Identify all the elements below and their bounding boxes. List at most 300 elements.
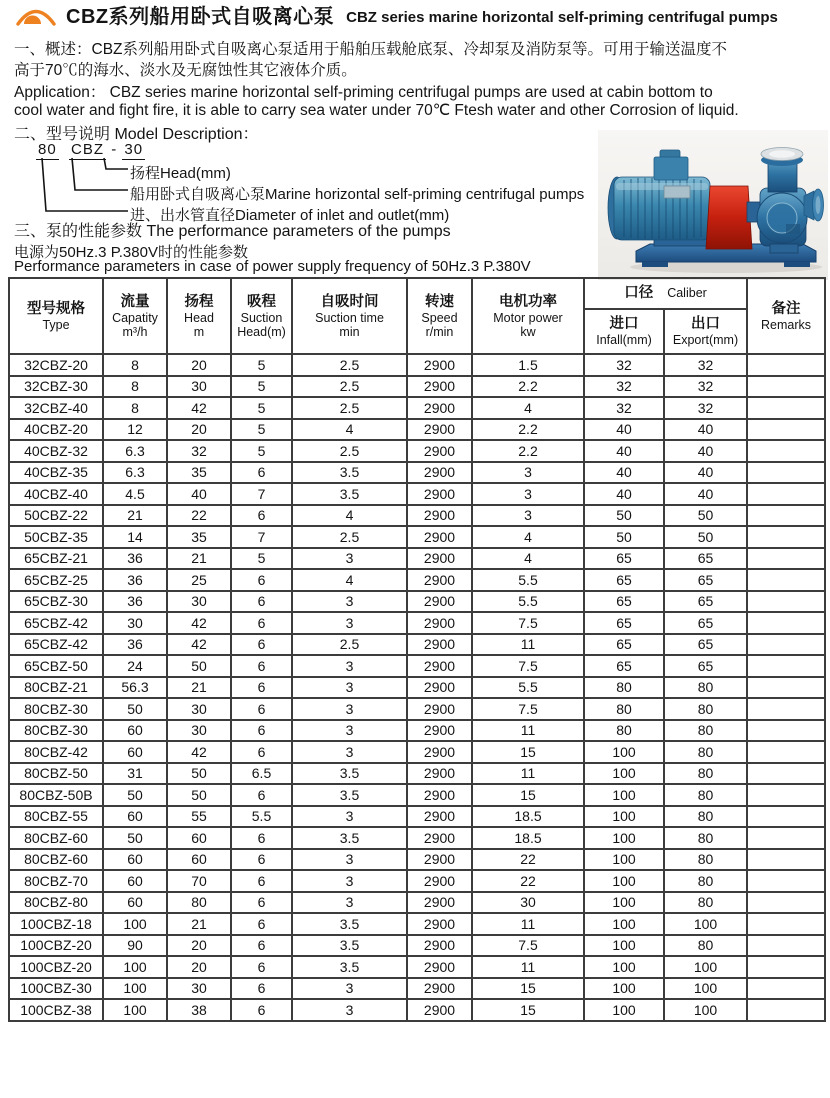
- col-header-capacity-unit: m³/h: [122, 324, 148, 339]
- col-header-type: [9, 278, 103, 354]
- cell-capacity: 50: [103, 698, 167, 720]
- cell-suction_head: 6: [231, 720, 292, 742]
- cell-infall: 50: [584, 526, 664, 548]
- cell-infall: 65: [584, 634, 664, 656]
- cell-remarks: [747, 483, 825, 505]
- table-row: [9, 784, 825, 806]
- cell-suction_head: 5: [231, 376, 292, 398]
- cell-head: 55: [167, 806, 231, 828]
- cell-suction_head: 5.5: [231, 806, 292, 828]
- cell-infall: 100: [584, 913, 664, 935]
- cell-export: 80: [664, 677, 747, 699]
- cell-model: 40CBZ-20: [9, 419, 103, 441]
- table-row: [9, 763, 825, 785]
- cell-suction_time: 2.5: [292, 440, 407, 462]
- col-header-head-en: Head: [184, 310, 214, 325]
- cell-suction_time: 4: [292, 505, 407, 527]
- cell-export: 80: [664, 763, 747, 785]
- cell-model: 40CBZ-35: [9, 462, 103, 484]
- table-row: [9, 935, 825, 957]
- cell-remarks: [747, 677, 825, 699]
- col-header-infall-en: Infall(mm): [596, 332, 652, 347]
- cell-remarks: [747, 462, 825, 484]
- table-row: [9, 548, 825, 570]
- cell-head: 42: [167, 397, 231, 419]
- cell-head: 30: [167, 591, 231, 613]
- cell-model: 100CBZ-38: [9, 999, 103, 1021]
- cell-speed: 2900: [407, 526, 472, 548]
- cell-capacity: 6.3: [103, 440, 167, 462]
- cell-capacity: 24: [103, 655, 167, 677]
- col-header-speed-zh: 转速: [425, 293, 454, 310]
- cell-speed: 2900: [407, 806, 472, 828]
- cell-motor_power: 3: [472, 462, 584, 484]
- model-head-code: 30: [124, 141, 144, 158]
- cell-suction_head: 6: [231, 784, 292, 806]
- col-header-suction-time-unit: min: [339, 324, 360, 339]
- cell-infall: 100: [584, 827, 664, 849]
- cell-remarks: [747, 419, 825, 441]
- cell-export: 100: [664, 978, 747, 1000]
- cell-speed: 2900: [407, 698, 472, 720]
- overview-en-line2: cool water and fight fire, it is able to carry sea water under 70℃ Ftesh water and other Corrosion of liquid.: [14, 102, 739, 119]
- cell-head: 20: [167, 935, 231, 957]
- cell-head: 21: [167, 913, 231, 935]
- cell-speed: 2900: [407, 548, 472, 570]
- col-header-type-zh: 型号规格: [27, 300, 85, 317]
- brand-arc-logo-icon: [14, 4, 58, 30]
- cell-suction_head: 6: [231, 827, 292, 849]
- cell-suction_head: 6: [231, 634, 292, 656]
- cell-suction_time: 3: [292, 870, 407, 892]
- cell-remarks: [747, 698, 825, 720]
- model-dash: -: [111, 141, 118, 158]
- cell-motor_power: 15: [472, 999, 584, 1021]
- col-header-motor-power: [472, 278, 584, 354]
- cell-head: 38: [167, 999, 231, 1021]
- cell-suction_head: 5: [231, 440, 292, 462]
- cell-export: 80: [664, 698, 747, 720]
- cell-motor_power: 22: [472, 849, 584, 871]
- cell-export: 80: [664, 892, 747, 914]
- cell-infall: 100: [584, 784, 664, 806]
- cell-motor_power: 15: [472, 784, 584, 806]
- cell-motor_power: 2.2: [472, 419, 584, 441]
- model-section-heading: 二、型号说明 Model Description：: [14, 126, 259, 143]
- cell-speed: 2900: [407, 462, 472, 484]
- cell-remarks: [747, 870, 825, 892]
- cell-export: 65: [664, 655, 747, 677]
- table-row: [9, 505, 825, 527]
- cell-export: 100: [664, 999, 747, 1021]
- col-header-export-en: Export(mm): [672, 332, 739, 347]
- cell-speed: 2900: [407, 956, 472, 978]
- performance-section-heading: 三、泵的性能参数 The performance parameters of the pumps: [14, 223, 451, 240]
- col-header-suction-head-en: Suction: [240, 310, 283, 325]
- cell-motor_power: 15: [472, 978, 584, 1000]
- cell-capacity: 8: [103, 354, 167, 376]
- cell-capacity: 36: [103, 569, 167, 591]
- cell-suction_time: 2.5: [292, 526, 407, 548]
- cell-infall: 32: [584, 354, 664, 376]
- cell-remarks: [747, 612, 825, 634]
- cell-infall: 100: [584, 741, 664, 763]
- cell-export: 40: [664, 483, 747, 505]
- cell-remarks: [747, 849, 825, 871]
- table-row: [9, 827, 825, 849]
- cell-suction_head: 6: [231, 698, 292, 720]
- col-header-speed: [407, 278, 472, 354]
- cell-head: 60: [167, 827, 231, 849]
- table-row: [9, 892, 825, 914]
- cell-export: 80: [664, 741, 747, 763]
- cell-infall: 80: [584, 720, 664, 742]
- cell-head: 22: [167, 505, 231, 527]
- cell-infall: 100: [584, 870, 664, 892]
- cell-suction_head: 6: [231, 892, 292, 914]
- cell-head: 70: [167, 870, 231, 892]
- cell-model: 32CBZ-20: [9, 354, 103, 376]
- cell-capacity: 50: [103, 784, 167, 806]
- cell-capacity: 60: [103, 806, 167, 828]
- col-header-head-unit: m: [193, 324, 205, 339]
- table-row: [9, 591, 825, 613]
- cell-head: 25: [167, 569, 231, 591]
- col-header-suction-head-zh: 吸程: [247, 293, 276, 310]
- cell-capacity: 4.5: [103, 483, 167, 505]
- col-header-motor-power-en: Motor power: [493, 310, 563, 325]
- cell-infall: 40: [584, 483, 664, 505]
- col-header-suction-head: [231, 278, 292, 354]
- cell-head: 30: [167, 376, 231, 398]
- cell-head: 20: [167, 419, 231, 441]
- cell-capacity: 36: [103, 634, 167, 656]
- cell-motor_power: 7.5: [472, 698, 584, 720]
- cell-model: 80CBZ-70: [9, 870, 103, 892]
- overview-zh-line1: 一、概述：CBZ系列船用卧式自吸离心泵适用于船舶压载舱底泵、冷却泵及消防泵等。可用于输送温度不: [14, 41, 728, 58]
- cell-remarks: [747, 440, 825, 462]
- cell-motor_power: 2.2: [472, 376, 584, 398]
- cell-model: 32CBZ-30: [9, 376, 103, 398]
- cell-suction_head: 6: [231, 505, 292, 527]
- cell-remarks: [747, 892, 825, 914]
- cell-head: 80: [167, 892, 231, 914]
- cell-motor_power: 5.5: [472, 677, 584, 699]
- cell-capacity: 21: [103, 505, 167, 527]
- cell-infall: 100: [584, 763, 664, 785]
- table-row: [9, 720, 825, 742]
- cell-remarks: [747, 806, 825, 828]
- cell-speed: 2900: [407, 569, 472, 591]
- cell-infall: 100: [584, 849, 664, 871]
- cell-infall: 100: [584, 935, 664, 957]
- cell-suction_head: 7: [231, 483, 292, 505]
- cell-suction_time: 3.5: [292, 784, 407, 806]
- cell-capacity: 12: [103, 419, 167, 441]
- cell-model: 100CBZ-20: [9, 956, 103, 978]
- col-header-speed-en: Speed: [421, 310, 458, 325]
- table-row: [9, 462, 825, 484]
- table-row: [9, 376, 825, 398]
- cell-capacity: 8: [103, 397, 167, 419]
- cell-suction_head: 6: [231, 741, 292, 763]
- cell-model: 65CBZ-50: [9, 655, 103, 677]
- cell-head: 21: [167, 677, 231, 699]
- cell-head: 21: [167, 548, 231, 570]
- power-supply-note-en: Performance parameters in case of power supply frequency of 50Hz.3 P.380V: [14, 258, 531, 275]
- cell-infall: 40: [584, 419, 664, 441]
- cell-infall: 65: [584, 548, 664, 570]
- col-header-head: [167, 278, 231, 354]
- col-header-caliber: [584, 278, 747, 309]
- table-row: [9, 569, 825, 591]
- cell-model: 100CBZ-18: [9, 913, 103, 935]
- cell-model: 40CBZ-40: [9, 483, 103, 505]
- cell-suction_time: 3: [292, 741, 407, 763]
- cell-suction_time: 3.5: [292, 462, 407, 484]
- model-series-code: CBZ: [71, 141, 105, 158]
- cell-suction_head: 6: [231, 978, 292, 1000]
- cell-head: 50: [167, 784, 231, 806]
- cell-head: 42: [167, 741, 231, 763]
- cell-speed: 2900: [407, 612, 472, 634]
- cell-head: 30: [167, 698, 231, 720]
- cell-capacity: 60: [103, 720, 167, 742]
- cell-suction_time: 2.5: [292, 354, 407, 376]
- cell-infall: 65: [584, 612, 664, 634]
- cell-capacity: 50: [103, 827, 167, 849]
- cell-motor_power: 11: [472, 956, 584, 978]
- cell-suction_time: 3.5: [292, 763, 407, 785]
- cell-remarks: [747, 913, 825, 935]
- cell-remarks: [747, 505, 825, 527]
- cell-motor_power: 11: [472, 720, 584, 742]
- model-label-head: 扬程Head(mm): [130, 165, 231, 182]
- cell-model: 100CBZ-30: [9, 978, 103, 1000]
- cell-suction_head: 6: [231, 870, 292, 892]
- cell-capacity: 14: [103, 526, 167, 548]
- cell-infall: 40: [584, 440, 664, 462]
- cell-model: 50CBZ-35: [9, 526, 103, 548]
- cell-motor_power: 7.5: [472, 612, 584, 634]
- cell-speed: 2900: [407, 397, 472, 419]
- cell-model: 80CBZ-80: [9, 892, 103, 914]
- cell-speed: 2900: [407, 849, 472, 871]
- cell-suction_time: 3: [292, 677, 407, 699]
- cell-motor_power: 7.5: [472, 935, 584, 957]
- cell-motor_power: 2.2: [472, 440, 584, 462]
- cell-head: 30: [167, 720, 231, 742]
- cell-infall: 32: [584, 397, 664, 419]
- cell-speed: 2900: [407, 913, 472, 935]
- cell-infall: 100: [584, 978, 664, 1000]
- cell-remarks: [747, 784, 825, 806]
- cell-remarks: [747, 569, 825, 591]
- cell-head: 30: [167, 978, 231, 1000]
- cell-speed: 2900: [407, 978, 472, 1000]
- cell-speed: 2900: [407, 591, 472, 613]
- cell-suction_head: 6: [231, 935, 292, 957]
- cell-remarks: [747, 548, 825, 570]
- performance-table-body: [9, 354, 825, 1021]
- cell-head: 35: [167, 462, 231, 484]
- table-row: [9, 999, 825, 1021]
- cell-model: 65CBZ-30: [9, 591, 103, 613]
- col-header-export-zh: 出口: [691, 315, 720, 332]
- cell-suction_time: 3.5: [292, 827, 407, 849]
- cell-capacity: 31: [103, 763, 167, 785]
- cell-speed: 2900: [407, 655, 472, 677]
- cell-suction_time: 3: [292, 612, 407, 634]
- cell-suction_time: 3: [292, 698, 407, 720]
- cell-model: 80CBZ-60: [9, 849, 103, 871]
- cell-remarks: [747, 526, 825, 548]
- cell-motor_power: 22: [472, 870, 584, 892]
- col-header-caliber-en: Caliber: [667, 286, 707, 301]
- cell-speed: 2900: [407, 634, 472, 656]
- cell-export: 100: [664, 913, 747, 935]
- cell-capacity: 30: [103, 612, 167, 634]
- col-header-remarks-zh: 备注: [771, 300, 801, 317]
- cell-speed: 2900: [407, 677, 472, 699]
- cell-head: 50: [167, 655, 231, 677]
- cell-suction_time: 2.5: [292, 634, 407, 656]
- table-row: [9, 849, 825, 871]
- cell-export: 100: [664, 956, 747, 978]
- cell-speed: 2900: [407, 870, 472, 892]
- col-header-infall: [584, 309, 664, 354]
- cell-head: 42: [167, 634, 231, 656]
- cell-export: 65: [664, 569, 747, 591]
- cell-model: 32CBZ-40: [9, 397, 103, 419]
- cell-model: 80CBZ-50B: [9, 784, 103, 806]
- cell-suction_time: 3: [292, 849, 407, 871]
- cell-infall: 100: [584, 892, 664, 914]
- cell-motor_power: 4: [472, 548, 584, 570]
- cell-remarks: [747, 763, 825, 785]
- cell-speed: 2900: [407, 827, 472, 849]
- cell-remarks: [747, 999, 825, 1021]
- cell-head: 50: [167, 763, 231, 785]
- cell-suction_head: 5: [231, 548, 292, 570]
- cell-motor_power: 11: [472, 913, 584, 935]
- col-header-head-zh: 扬程: [184, 293, 214, 310]
- cell-suction_time: 3: [292, 999, 407, 1021]
- col-header-caliber-zh: 口径: [624, 285, 654, 302]
- cell-motor_power: 5.5: [472, 569, 584, 591]
- cell-speed: 2900: [407, 505, 472, 527]
- model-callout-lines: [30, 152, 140, 222]
- table-row: [9, 354, 825, 376]
- cell-speed: 2900: [407, 419, 472, 441]
- cell-model: 80CBZ-30: [9, 698, 103, 720]
- cell-suction_head: 6.5: [231, 763, 292, 785]
- overview-zh-line2: 高于70℃的海水、淡水及无腐蚀性其它液体介质。: [14, 62, 357, 79]
- table-row: [9, 483, 825, 505]
- cell-speed: 2900: [407, 784, 472, 806]
- model-label-inlet: 进、出水管直径Diameter of inlet and outlet(mm): [130, 207, 450, 224]
- table-row: [9, 913, 825, 935]
- model-label-series: 船用卧式自吸离心泵Marine horizontal self-priming centrifugal pumps: [130, 186, 585, 203]
- cell-suction_time: 3: [292, 978, 407, 1000]
- cell-suction_head: 6: [231, 999, 292, 1021]
- col-header-suction-head-unit: Head(m): [237, 324, 286, 339]
- cell-suction_time: 4: [292, 569, 407, 591]
- cell-motor_power: 30: [472, 892, 584, 914]
- table-row: [9, 397, 825, 419]
- table-row: [9, 806, 825, 828]
- cell-head: 35: [167, 526, 231, 548]
- cell-suction_time: 3.5: [292, 913, 407, 935]
- col-header-suction-time-en: Suction time: [315, 310, 384, 325]
- col-header-suction-time: [292, 278, 407, 354]
- power-supply-note-zh: 电源为50Hz.3 P.380V时的性能参数: [14, 244, 248, 261]
- cell-export: 32: [664, 397, 747, 419]
- cell-export: 80: [664, 935, 747, 957]
- cell-infall: 100: [584, 806, 664, 828]
- col-header-capacity-en: Capatity: [112, 310, 158, 325]
- cell-motor_power: 1.5: [472, 354, 584, 376]
- table-row: [9, 419, 825, 441]
- cell-speed: 2900: [407, 892, 472, 914]
- cell-speed: 2900: [407, 440, 472, 462]
- cell-motor_power: 3: [472, 505, 584, 527]
- col-header-infall-zh: 进口: [609, 315, 639, 332]
- col-header-remarks-en: Remarks: [761, 317, 812, 332]
- cell-suction_time: 3.5: [292, 935, 407, 957]
- col-header-export: [664, 309, 747, 354]
- cell-suction_time: 2.5: [292, 376, 407, 398]
- cell-remarks: [747, 720, 825, 742]
- cell-infall: 80: [584, 677, 664, 699]
- col-header-motor-power-zh: 电机功率: [499, 293, 557, 310]
- table-row: [9, 655, 825, 677]
- cell-capacity: 60: [103, 741, 167, 763]
- cell-export: 80: [664, 784, 747, 806]
- cell-capacity: 100: [103, 913, 167, 935]
- cell-speed: 2900: [407, 999, 472, 1021]
- cell-remarks: [747, 397, 825, 419]
- table-row: [9, 526, 825, 548]
- cell-suction_head: 7: [231, 526, 292, 548]
- cell-head: 42: [167, 612, 231, 634]
- cell-export: 40: [664, 462, 747, 484]
- cell-model: 65CBZ-42: [9, 612, 103, 634]
- cell-export: 80: [664, 827, 747, 849]
- cell-export: 40: [664, 419, 747, 441]
- cell-capacity: 6.3: [103, 462, 167, 484]
- cell-infall: 100: [584, 956, 664, 978]
- cell-motor_power: 3: [472, 483, 584, 505]
- cell-suction_time: 3: [292, 806, 407, 828]
- cell-capacity: 60: [103, 870, 167, 892]
- table-row: [9, 677, 825, 699]
- cell-motor_power: 4: [472, 526, 584, 548]
- cell-speed: 2900: [407, 720, 472, 742]
- cell-motor_power: 4: [472, 397, 584, 419]
- cell-infall: 65: [584, 569, 664, 591]
- cell-remarks: [747, 354, 825, 376]
- cell-head: 20: [167, 354, 231, 376]
- cell-remarks: [747, 655, 825, 677]
- cell-infall: 65: [584, 655, 664, 677]
- cell-capacity: 60: [103, 849, 167, 871]
- col-header-speed-unit: r/min: [425, 324, 454, 339]
- cell-export: 80: [664, 720, 747, 742]
- cell-export: 80: [664, 806, 747, 828]
- cell-suction_head: 5: [231, 419, 292, 441]
- cell-suction_head: 6: [231, 655, 292, 677]
